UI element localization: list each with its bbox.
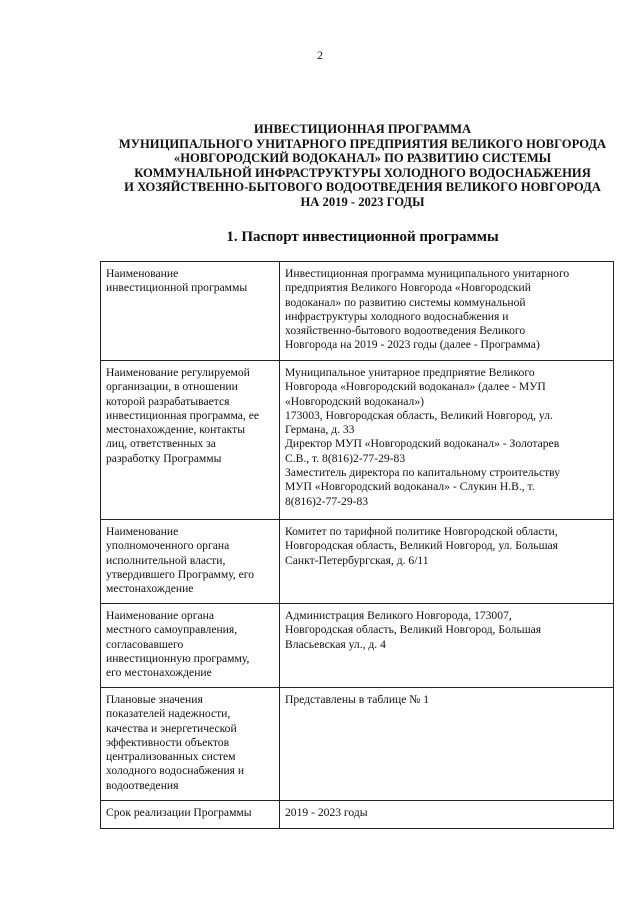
- value-line: Директор МУП «Новгородский водоканал» - Золотарев: [285, 437, 560, 451]
- row-value-cell: [280, 520, 614, 604]
- value-line: МУП «Новгородский водоканал» - Слукин Н.В., т.: [285, 480, 535, 494]
- page-number: 2: [317, 48, 323, 62]
- row-label-cell: [101, 801, 280, 829]
- row-value-cell: [280, 604, 614, 688]
- value-line: 8(816)2-77-29-83: [285, 494, 369, 508]
- label-line: Наименование: [106, 267, 179, 280]
- title-line: «НОВГОРОДСКИЙ ВОДОКАНАЛ» ПО РАЗВИТИЮ СИСТЕМЫ: [173, 151, 552, 166]
- table-row: [101, 688, 614, 801]
- row-label-cell: [101, 520, 280, 604]
- row-label-cell: [101, 688, 280, 801]
- value-line: Власьевская ул., д. 4: [285, 637, 386, 651]
- value-line: хозяйственно-бытового водоотведения Великого: [285, 324, 526, 338]
- label-line: показателей надежности,: [106, 707, 231, 721]
- value-line: Новгорода на 2019 - 2023 годы (далее - Программа): [285, 338, 540, 352]
- passport-table: [100, 261, 614, 829]
- label-line: Наименование органа: [106, 609, 214, 622]
- label-line: согласовавшего: [106, 637, 184, 651]
- title-line: КОММУНАЛЬНОЙ ИНФРАСТРУКТУРЫ ХОЛОДНОГО ВОДОСНАБЖЕНИЯ: [134, 165, 591, 180]
- value-line: Администрация Великого Новгорода, 173007,: [285, 609, 512, 622]
- row-value-cell: [280, 262, 614, 361]
- label-line: холодного водоснабжения и: [106, 764, 245, 778]
- label-line: инвестиционной программы: [106, 281, 248, 295]
- label-line: качества и энергетической: [106, 721, 237, 735]
- table-row: [101, 262, 614, 361]
- row-label-cell: [101, 262, 280, 361]
- title-line: НА 2019 - 2023 ГОДЫ: [300, 194, 425, 209]
- value-line: 173003, Новгородская область, Великий Новгород, ул.: [285, 408, 553, 422]
- table-row: [101, 604, 614, 688]
- value-line: Заместитель директора по капитальному строительству: [285, 466, 561, 480]
- value-line: инфраструктуры холодного водоснабжения и: [285, 309, 509, 323]
- label-line: местонахождение: [106, 582, 194, 596]
- value-line: «Новгородский водоканал»): [285, 394, 424, 408]
- value-line: Новгородская область, Великий Новгород, Большая: [285, 623, 542, 637]
- value-line: Санкт-Петербургская, д. 6/11: [285, 553, 429, 567]
- row-label-cell: [101, 361, 280, 520]
- label-line: исполнительной власти,: [106, 553, 226, 567]
- table-row: [101, 361, 614, 520]
- row-label-cell: [101, 604, 280, 688]
- document-title: [100, 122, 625, 210]
- label-line: лиц, ответственных за: [106, 437, 216, 451]
- title-line: И ХОЗЯЙСТВЕННО-БЫТОВОГО ВОДООТВЕДЕНИЯ ВЕЛИКОГО НОВГОРОДА: [124, 180, 601, 195]
- label-line: Наименование регулируемой: [106, 366, 250, 379]
- label-line: местного самоуправления,: [106, 623, 238, 637]
- value-line: С.В., т. 8(816)2-77-29-83: [285, 451, 406, 465]
- table-row: [101, 801, 614, 829]
- value-line: Новгородская область, Великий Новгород, ул. Большая: [285, 539, 559, 553]
- label-line: организации, в отношении: [106, 380, 238, 394]
- title-line: МУНИЦИПАЛЬНОГО УНИТАРНОГО ПРЕДПРИЯТИЯ ВЕЛИКОГО НОВГОРОДА: [118, 136, 607, 151]
- label-line: уполномоченного органа: [106, 539, 230, 553]
- label-line: Плановые значения: [106, 693, 203, 706]
- label-line: водоотведения: [106, 778, 179, 792]
- label-line: эффективности объектов: [106, 735, 230, 749]
- title-line: ИНВЕСТИЦИОННАЯ ПРОГРАММА: [253, 122, 472, 136]
- row-value-cell: [280, 688, 614, 801]
- value-line: Германа, д. 33: [285, 423, 355, 437]
- label-line: Срок реализации Программы: [106, 806, 252, 819]
- value-line: Комитет по тарифной политике Новгородской области,: [285, 525, 558, 538]
- table-row: [101, 520, 614, 604]
- label-line: разработку Программы: [106, 451, 222, 465]
- label-line: централизованных систем: [106, 750, 236, 764]
- value-line: Муниципальное унитарное предприятие Великого: [285, 366, 535, 379]
- value-line: Представлены в таблице № 1: [285, 693, 430, 706]
- label-line: местонахождение, контакты: [106, 423, 245, 437]
- label-line: которой разрабатывается: [106, 394, 230, 408]
- value-line: 2019 - 2023 годы: [285, 806, 368, 819]
- value-line: водоканал» по развитию системы коммунальной: [285, 295, 526, 309]
- row-value-cell: [280, 801, 614, 829]
- section-heading: 1. Паспорт инвестиционной программы: [226, 229, 499, 245]
- row-value-cell: [280, 361, 614, 520]
- label-line: Наименование: [106, 525, 179, 538]
- value-line: Инвестиционная программа муниципального унитарного: [285, 267, 570, 280]
- label-line: его местонахождение: [106, 666, 212, 680]
- value-line: предприятия Великого Новгорода «Новгородский: [285, 281, 531, 295]
- label-line: утвердившего Программу, его: [106, 567, 255, 581]
- label-line: инвестиционная программа, ее: [106, 408, 259, 422]
- label-line: инвестиционную программу,: [106, 651, 250, 665]
- value-line: Новгорода «Новгородский водоканал» (далее - МУП: [285, 380, 546, 394]
